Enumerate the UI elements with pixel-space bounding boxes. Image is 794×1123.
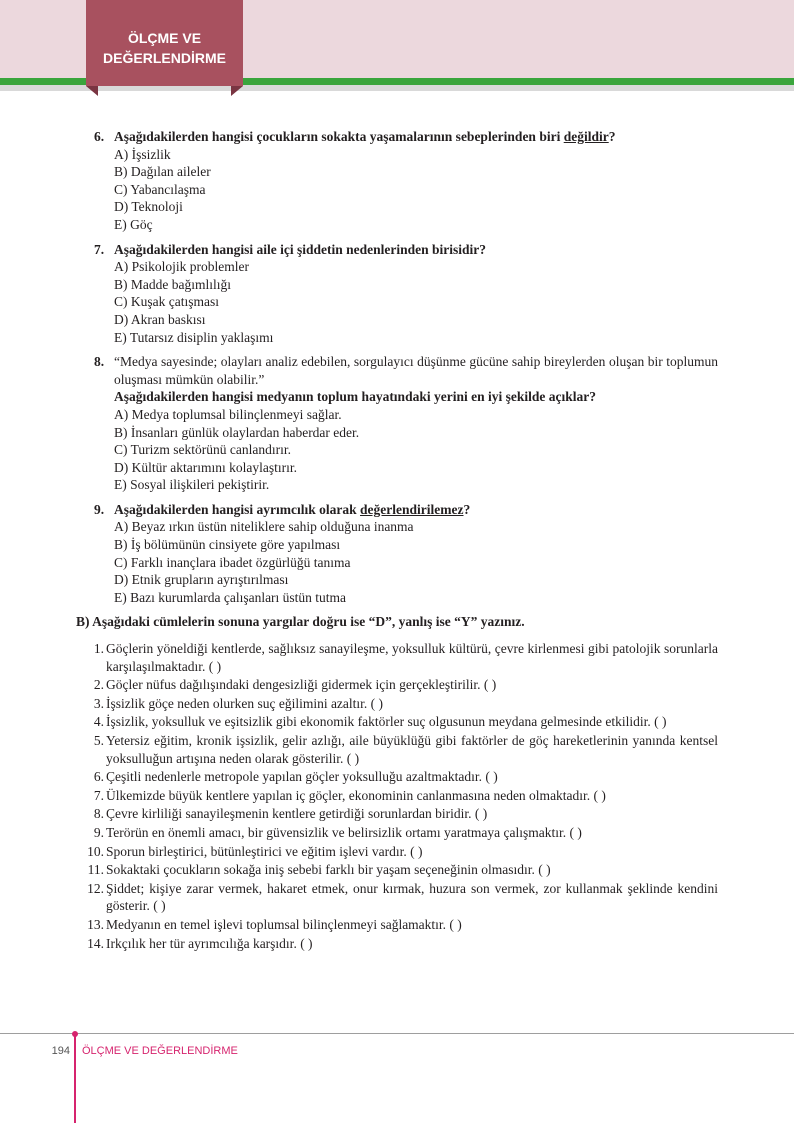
option-e: E) Göç — [114, 216, 153, 232]
list-item: 8. Çevre kirliliği sanayileşmenin kentlere getirdiği sorunlardan biridir. ( ) — [93, 806, 488, 822]
list-item: 12. Şiddet; kişiye zarar vermek, hakaret etmek, onur kırmak, huzura son vermek, zor kullanmak şeklinde kendini gösterir. ( ) — [87, 880, 718, 914]
list-item: 6. Çeşitli nedenlerle metropole yapılan göçler yoksulluğu azaltmaktadır. ( ) — [93, 769, 498, 785]
list-item: 10. Sporun birleştirici, bütünleştirici ve eğitim işlevi vardır. ( ) — [87, 843, 423, 859]
option-e: E) Tutarsız disiplin yaklaşımı — [114, 329, 274, 345]
option-a: A) Beyaz ırkın üstün niteliklere sahip olduğuna inanma — [114, 519, 414, 535]
question-stem: Aşağıdakilerden hangisi medyanın toplum hayatındaki yerini en iyi şekilde açıklar? — [114, 389, 596, 405]
list-item: 4. İşsizlik, yoksulluk ve eşitsizlik gibi ekonomik faktörler suç olgusunun meydana gelmesinde etkilidir. ( ) — [93, 714, 667, 730]
question-9 — [94, 501, 718, 607]
option-b: B) Dağılan aileler — [114, 164, 211, 180]
option-d: D) Etnik grupların ayrıştırılması — [114, 572, 289, 588]
option-e: E) Bazı kurumlarda çalışanları üstün tutma — [114, 589, 347, 605]
option-b: B) Madde bağımlılığı — [114, 276, 231, 292]
list-item: 11. Sokaktaki çocukların sokağa iniş sebebi farklı bir yaşam seçeneğinin olmasıdır. ( ) — [87, 862, 551, 878]
question-stem: Aşağıdakilerden hangisi ayrımcılık olarak değerlendirilemez? — [114, 501, 471, 517]
header-tab-line2: DEĞERLENDİRME — [103, 50, 226, 66]
tab-fold-right — [231, 86, 243, 96]
question-7 — [94, 241, 718, 347]
question-number: 9. — [94, 501, 105, 517]
option-d: D) Akran baskısı — [114, 311, 206, 327]
footer-accent-dot — [72, 1031, 78, 1037]
section-b-heading: B) Aşağıdaki cümlelerin sonuna yargılar doğru ise “D”, yanlış ise “Y” yazınız. — [76, 614, 525, 630]
option-a: A) Medya toplumsal bilinçlenmeyi sağlar. — [114, 406, 342, 422]
option-d: D) Teknoloji — [114, 199, 183, 215]
question-quote: “Medya sayesinde; olayları analiz edebilen, sorgulayıcı düşünme gücüne sahip bireylerden oluşan bir toplumun oluşması mümkün olabilir.” — [114, 354, 718, 387]
option-e: E) Sosyal ilişkileri pekiştirir. — [114, 477, 270, 493]
option-c: C) Turizm sektörünü canlandırır. — [114, 442, 291, 458]
list-item: 3. İşsizlik göçe neden olurken suç eğilimini azaltır. ( ) — [93, 695, 384, 711]
question-stem: Aşağıdakilerden hangisi çocukların sokakta yaşamalarının sebeplerinden biri değildir? — [114, 129, 616, 144]
list-item: 5. Yetersiz eğitim, kronik işsizlik, gelir azlığı, aile büyüklüğü gibi faktörler de göç hareketlerinin yanında kentsel yoksulluğun artışına neden olarak gösterilir. ( ) — [93, 733, 718, 766]
list-item: 1. Göçlerin yöneldiği kentlerde, sağlıksız sanayileşme, yoksulluk kültürü, çevre kirlenmesi gibi patolojik sorunlarla karşılaşılmaktadır. ( ) — [93, 641, 718, 674]
header-tab — [86, 0, 243, 86]
list-item: 7. Ülkemizde büyük kentlere yapılan iç göçler, ekonominin canlanmasına neden olmaktadır. ( ) — [93, 787, 606, 803]
header-tab-line1: ÖLÇME VE — [127, 30, 202, 46]
option-c: C) Kuşak çatışması — [114, 294, 219, 310]
list-item: 13. Medyanın en temel işlevi toplumsal bilinçlenmeyi sağlamaktır. ( ) — [87, 916, 462, 932]
question-6 — [94, 128, 718, 234]
page-content — [0, 128, 794, 953]
list-item: 9. Terörün en önemli amacı, bir güvensizlik ve belirsizlik ortamı yaratmaya çalışmaktır. ( ) — [93, 824, 582, 840]
question-8 — [94, 353, 718, 494]
option-b: B) İnsanları günlük olaylardan haberdar eder. — [114, 424, 360, 440]
question-number: 7. — [94, 241, 105, 257]
option-c: C) Farklı inançlara ibadet özgürlüğü tanıma — [114, 554, 351, 570]
tab-fold-left — [86, 86, 98, 96]
question-number: 8. — [94, 354, 105, 370]
footer-title: ÖLÇME VE DEĞERLENDİRME — [82, 1045, 238, 1057]
footer-divider — [0, 1033, 794, 1034]
list-item: 2. Göçler nüfus dağılışındaki dengesizliği gidermek için gerçekleştirilir. ( ) — [93, 677, 497, 693]
page-number: 194 — [51, 1045, 70, 1057]
footer-accent-line — [74, 1034, 76, 1123]
question-stem: Aşağıdakilerden hangisi aile içi şiddetin nedenlerinden birisidir? — [114, 241, 487, 257]
option-a: A) Psikolojik problemler — [114, 259, 249, 275]
option-d: D) Kültür aktarımını kolaylaştırır. — [114, 459, 297, 475]
true-false-list — [84, 640, 718, 952]
question-number: 6. — [94, 129, 105, 144]
option-a: A) İşsizlik — [114, 146, 171, 162]
option-c: C) Yabancılaşma — [114, 181, 206, 197]
option-b: B) İş bölümünün cinsiyete göre yapılması — [114, 537, 341, 553]
list-item: 14. Irkçılık her tür ayrımcılığa karşıdır. ( ) — [87, 935, 313, 951]
